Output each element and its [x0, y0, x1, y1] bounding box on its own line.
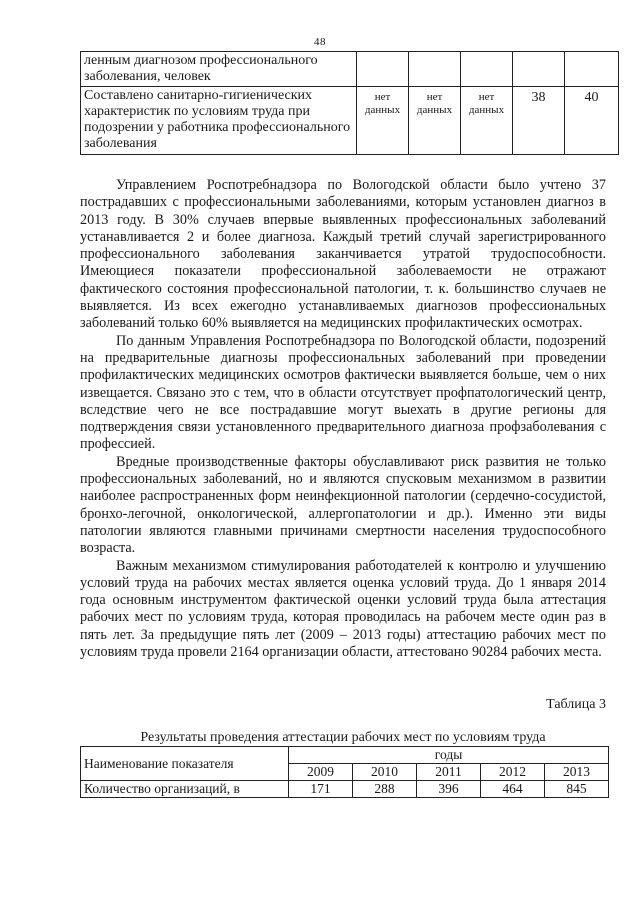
continuation-table	[80, 51, 619, 155]
table-cell: нет данных	[357, 87, 409, 155]
year-header: 2009	[289, 764, 353, 781]
year-header: 2010	[353, 764, 417, 781]
table-cell: нет данных	[461, 87, 513, 155]
table-cell: 171	[289, 781, 353, 798]
table-cell	[565, 52, 619, 87]
page-number: 48	[314, 36, 326, 48]
table-row	[81, 781, 609, 798]
table-cell: нет данных	[409, 87, 461, 155]
table-caption: Результаты проведения аттестации рабочих мест по условиям труда	[140, 730, 546, 745]
table-cell: 845	[545, 781, 609, 798]
year-header: 2012	[481, 764, 545, 781]
results-table	[80, 746, 609, 798]
table-header-row	[81, 747, 609, 764]
paragraph: Управлением Роспотребнадзора по Вологодской области было учтено 37 пострадавших с профессиональными заболеваниями, которым установлен диагноз в 2013 году. В 30% случаев впервые выявленных профессиональных заболеваний устанавливается 2 и более диагноза. Каждый третий случай зарегистрированного профессионального заболевания заканчивается утратой трудоспособности. Имеющиеся показатели профессиональной заболеваемости не отражают фактического состояния профессиональной патологии, т. к. большинство случаев не выявляется. Из всех ежегодно устанавливаемых диагнозов профессиональных заболеваний только 60% выявляется на медицинских профилактических осмотрах.	[80, 177, 606, 332]
table-row	[81, 52, 619, 87]
table-cell: 396	[417, 781, 481, 798]
row-label: ленным диагнозом профессионального заболевания, человек	[81, 52, 357, 87]
table-cell: 288	[353, 781, 417, 798]
row-label: Количество организаций, в	[81, 781, 289, 798]
table-cell	[513, 52, 565, 87]
table-cell	[461, 52, 513, 87]
table-row	[81, 87, 619, 155]
year-header: 2013	[545, 764, 609, 781]
table-cell	[409, 52, 461, 87]
paragraph: Важным механизмом стимулирования работодателей к контролю и улучшению условий труда на рабочих местах является оценка условий труда. До 1 января 2014 года основным инструментом фактической оценки условий труда была аттестация рабочих мест по условиям труда, которая проводилась на рабочем месте один раз в пять лет. За предыдущие пять лет (2009 – 2013 годы) аттестацию рабочих мест по условиям труда провели 2164 организации области, аттестовано 90284 рабочих места.	[80, 557, 606, 661]
table-cell: 464	[481, 781, 545, 798]
body-text	[80, 177, 606, 661]
table-label: Таблица 3	[546, 697, 606, 712]
row-label: Составлено санитарно-гигиенических характеристик по условиям труда при подозрении у работника профессионального заболевания	[81, 87, 357, 155]
paragraph: По данным Управления Роспотребнадзора по Вологодской области, подозрений на предварительные диагнозы профессиональных заболеваний при проведении профилактических медицинских осмотров фактически выявляется больше, чем о них извещается. Связано это с тем, что в области отсутствует профпатологический центр, вследствие чего не все пострадавшие могут выехать в другие регионы для подтверждения связи установленного предварительного диагноза профзаболевания с профессией.	[80, 332, 606, 453]
table-cell	[357, 52, 409, 87]
paragraph: Вредные производственные факторы обуславливают риск развития не только профессиональных заболеваний, но и являются спусковым механизмом в развитии наиболее распространенных форм неинфекционной патологии (сердечно-сосудистой, бронхо-легочной, онкологической, аллергопатологии и др.). Именно эти виды патологии являются главными причинами смертности населения трудоспособного возраста.	[80, 453, 606, 557]
year-header: 2011	[417, 764, 481, 781]
column-header: годы	[289, 747, 609, 764]
column-header: Наименование показателя	[81, 747, 289, 781]
table-cell: 38	[513, 87, 565, 155]
table-cell: 40	[565, 87, 619, 155]
